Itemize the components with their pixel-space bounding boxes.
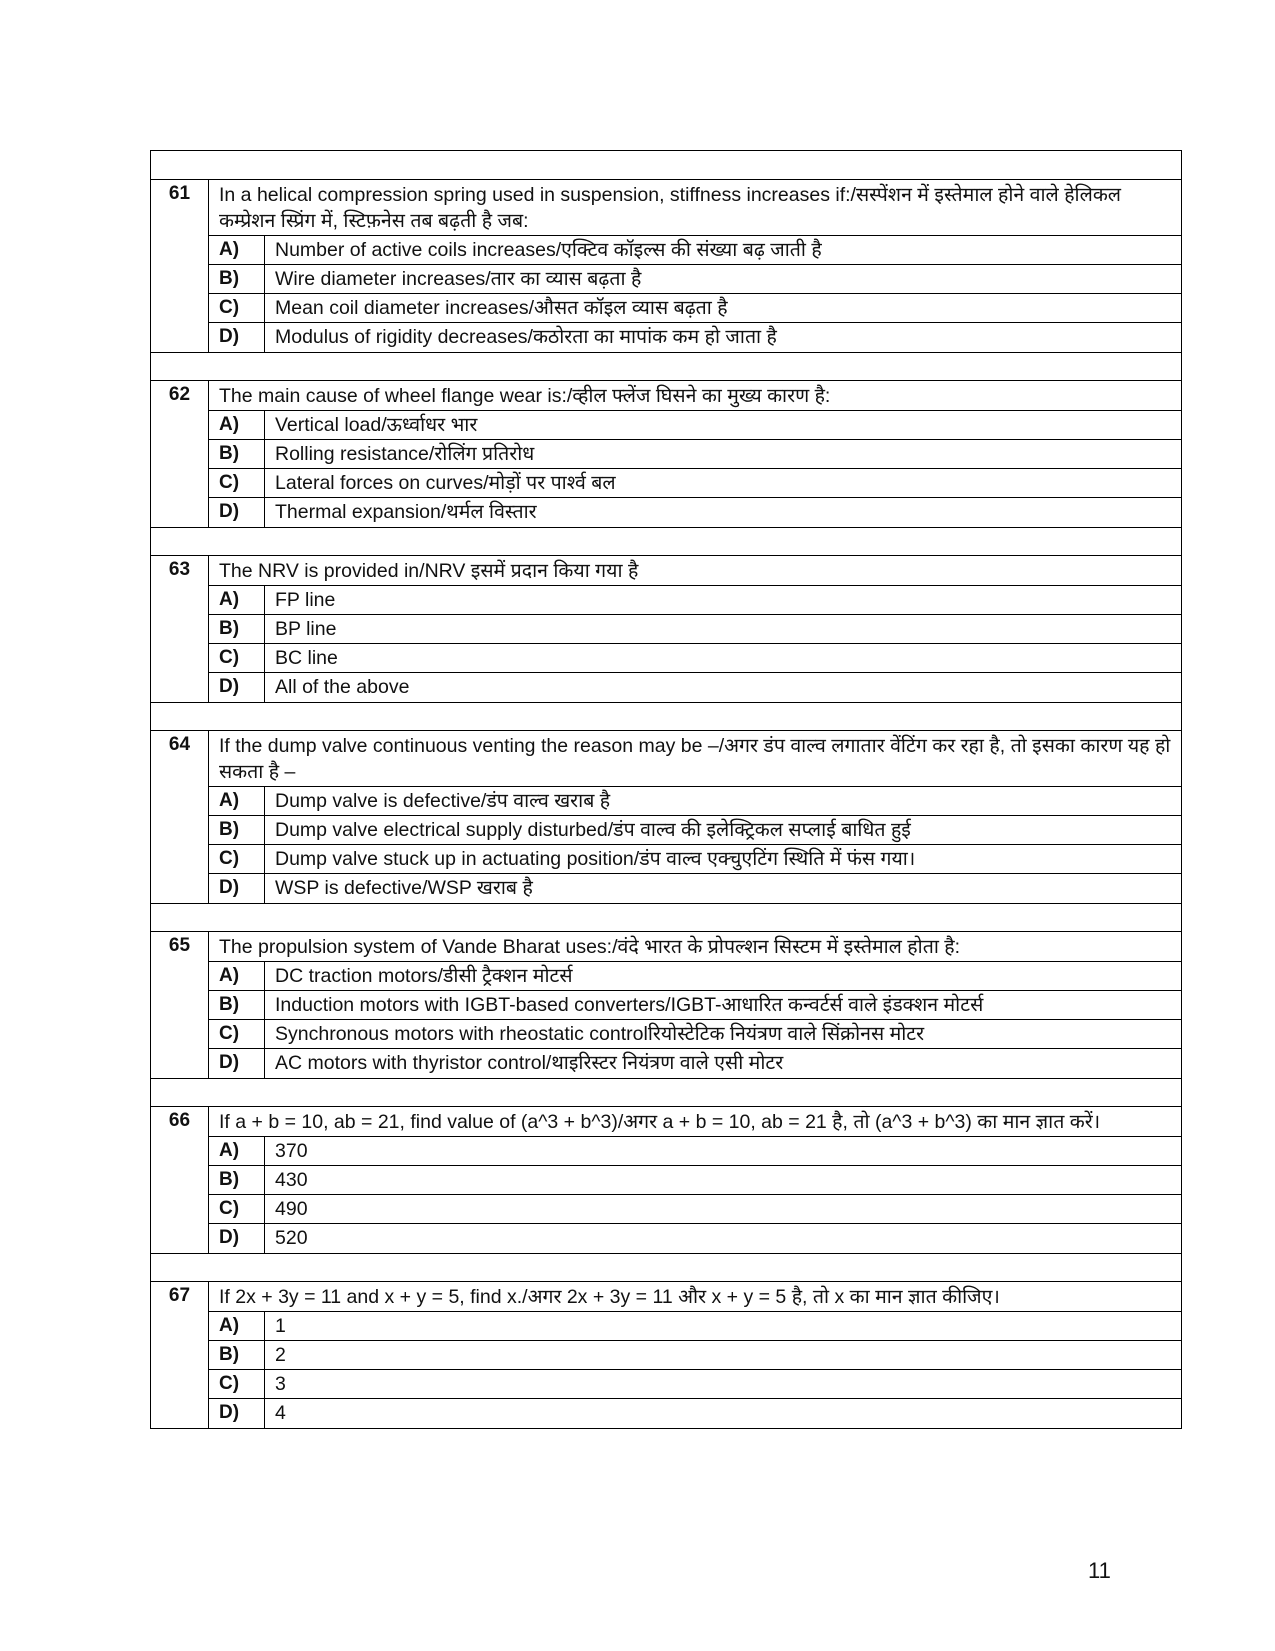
option-label: A) xyxy=(209,1312,265,1340)
option-label: A) xyxy=(209,586,265,614)
option-label: D) xyxy=(209,1224,265,1253)
page-number: 11 xyxy=(1088,1558,1111,1583)
option-row xyxy=(209,1224,1181,1253)
spacer-row xyxy=(151,702,1181,731)
option-row xyxy=(209,265,1181,294)
question-64 xyxy=(151,731,1181,903)
option-text: DC traction motors/डीसी ट्रैक्शन मोटर्स xyxy=(275,965,573,987)
option-label: B) xyxy=(209,816,265,844)
option-label: C) xyxy=(209,644,265,672)
option-row xyxy=(209,498,1181,527)
option-label: C) xyxy=(209,1195,265,1223)
option-text: Modulus of rigidity decreases/कठोरता का मापांक कम हो जाता है xyxy=(275,326,777,348)
spacer-row xyxy=(151,1078,1181,1107)
option-row xyxy=(209,991,1181,1020)
option-text: WSP is defective/WSP खराब है xyxy=(275,877,533,899)
table-header-row xyxy=(151,151,1181,180)
option-text: 3 xyxy=(275,1373,286,1395)
option-row xyxy=(209,1399,1181,1428)
option-text: Wire diameter increases/तार का व्यास बढ़ता है xyxy=(275,268,642,290)
option-label: A) xyxy=(209,787,265,815)
option-label: D) xyxy=(209,1399,265,1428)
option-label: C) xyxy=(209,845,265,873)
option-text: Synchronous motors with rheostatic controlरियोस्टेटिक नियंत्रण वाले सिंक्रोनस मोटर xyxy=(275,1023,925,1045)
option-row xyxy=(209,1195,1181,1224)
option-row xyxy=(209,236,1181,265)
option-row xyxy=(209,644,1181,673)
question-text: The NRV is provided in/NRV इसमें प्रदान किया गया है xyxy=(209,556,1181,586)
option-label: B) xyxy=(209,1166,265,1194)
option-label: B) xyxy=(209,440,265,468)
option-label: B) xyxy=(209,615,265,643)
option-text: Lateral forces on curves/मोड़ों पर पार्श्व बल xyxy=(275,472,616,494)
spacer-row xyxy=(151,352,1181,381)
question-number: 63 xyxy=(151,556,209,702)
option-text: 490 xyxy=(275,1198,308,1220)
option-row xyxy=(209,1166,1181,1195)
question-text: If a + b = 10, ab = 21, find value of (a^3 + b^3)/अगर a + b = 10, ab = 21 है, तो (a^3 + b^3) का मान ज्ञात करें। xyxy=(209,1107,1181,1137)
option-row xyxy=(209,673,1181,702)
option-text: 2 xyxy=(275,1344,286,1366)
option-label: C) xyxy=(209,1370,265,1398)
option-row xyxy=(209,962,1181,991)
option-label: B) xyxy=(209,1341,265,1369)
option-text: Dump valve stuck up in actuating position/डंप वाल्व एक्चुएटिंग स्थिति में फंस गया। xyxy=(275,848,916,870)
option-label: C) xyxy=(209,294,265,322)
question-63 xyxy=(151,556,1181,702)
option-label: C) xyxy=(209,1020,265,1048)
option-text: Vertical load/ऊर्ध्वाधर भार xyxy=(275,414,478,436)
option-row xyxy=(209,1137,1181,1166)
question-61 xyxy=(151,180,1181,352)
option-label: A) xyxy=(209,236,265,264)
option-text: BP line xyxy=(275,618,337,640)
option-label: B) xyxy=(209,991,265,1019)
option-row xyxy=(209,1341,1181,1370)
question-table xyxy=(150,150,1182,1429)
option-row xyxy=(209,787,1181,816)
question-text: If 2x + 3y = 11 and x + y = 5, find x./अगर 2x + 3y = 11 और x + y = 5 है, तो x का मान ज्ञात कीजिए। xyxy=(209,1282,1181,1312)
question-number: 64 xyxy=(151,731,209,903)
spacer-row xyxy=(151,527,1181,556)
option-text: Dump valve is defective/डंप वाल्व खराब है xyxy=(275,790,611,812)
question-67 xyxy=(151,1282,1181,1428)
question-text: The propulsion system of Vande Bharat uses:/वंदे भारत के प्रोपल्शन सिस्टम में इस्तेमाल होता है: xyxy=(209,932,1181,962)
option-label: D) xyxy=(209,874,265,903)
option-row xyxy=(209,586,1181,615)
option-text: FP line xyxy=(275,589,336,611)
option-label: D) xyxy=(209,323,265,352)
option-text: Mean coil diameter increases/औसत कॉइल व्यास बढ़ता है xyxy=(275,297,728,319)
option-label: A) xyxy=(209,411,265,439)
question-text: In a helical compression spring used in suspension, stiffness increases if:/सस्पेंशन में इस्तेमाल होने वाले हेलिकल कम्प्रेशन स्प्रिंग में, स्टिफ़नेस तब बढ़ती है जब: xyxy=(209,180,1181,236)
option-text: Number of active coils increases/एक्टिव कॉइल्स की संख्या बढ़ जाती है xyxy=(275,239,822,261)
option-text: 520 xyxy=(275,1227,308,1249)
option-text: BC line xyxy=(275,647,338,669)
question-number: 62 xyxy=(151,381,209,527)
option-row xyxy=(209,411,1181,440)
option-text: Thermal expansion/थर्मल विस्तार xyxy=(275,501,537,523)
option-label: B) xyxy=(209,265,265,293)
question-62 xyxy=(151,381,1181,527)
question-number: 66 xyxy=(151,1107,209,1253)
option-row xyxy=(209,1049,1181,1078)
option-text: Dump valve electrical supply disturbed/डंप वाल्व की इलेक्ट्रिकल सप्लाई बाधित हुई xyxy=(275,819,911,841)
option-row xyxy=(209,440,1181,469)
option-row xyxy=(209,1312,1181,1341)
option-row xyxy=(209,816,1181,845)
spacer-row xyxy=(151,1253,1181,1282)
option-label: D) xyxy=(209,673,265,702)
option-label: D) xyxy=(209,498,265,527)
option-text: All of the above xyxy=(275,676,410,698)
option-label: C) xyxy=(209,469,265,497)
option-row xyxy=(209,845,1181,874)
option-text: Induction motors with IGBT-based converters/IGBT-आधारित कन्वर्टर्स वाले इंडक्शन मोटर्स xyxy=(275,994,984,1016)
question-text: If the dump valve continuous venting the reason may be –/अगर डंप वाल्व लगातार वेंटिंग कर रहा है, तो इसका कारण यह हो सकता है – xyxy=(209,731,1181,787)
question-65 xyxy=(151,932,1181,1078)
option-row xyxy=(209,1370,1181,1399)
option-text: Rolling resistance/रोलिंग प्रतिरोध xyxy=(275,443,535,465)
question-number: 65 xyxy=(151,932,209,1078)
question-text: The main cause of wheel flange wear is:/व्हील फ्लेंज घिसने का मुख्य कारण है: xyxy=(209,381,1181,411)
option-text: 430 xyxy=(275,1169,308,1191)
option-row xyxy=(209,615,1181,644)
question-number: 61 xyxy=(151,180,209,352)
spacer-row xyxy=(151,903,1181,932)
question-number: 67 xyxy=(151,1282,209,1428)
option-row xyxy=(209,323,1181,352)
option-row xyxy=(209,294,1181,323)
question-66 xyxy=(151,1107,1181,1253)
option-text: AC motors with thyristor control/थाइरिस्टर नियंत्रण वाले एसी मोटर xyxy=(275,1052,784,1074)
option-label: A) xyxy=(209,1137,265,1165)
option-row xyxy=(209,874,1181,903)
option-text: 370 xyxy=(275,1140,308,1162)
option-row xyxy=(209,469,1181,498)
option-text: 4 xyxy=(275,1402,286,1424)
option-label: D) xyxy=(209,1049,265,1078)
option-text: 1 xyxy=(275,1315,286,1337)
option-label: A) xyxy=(209,962,265,990)
option-row xyxy=(209,1020,1181,1049)
